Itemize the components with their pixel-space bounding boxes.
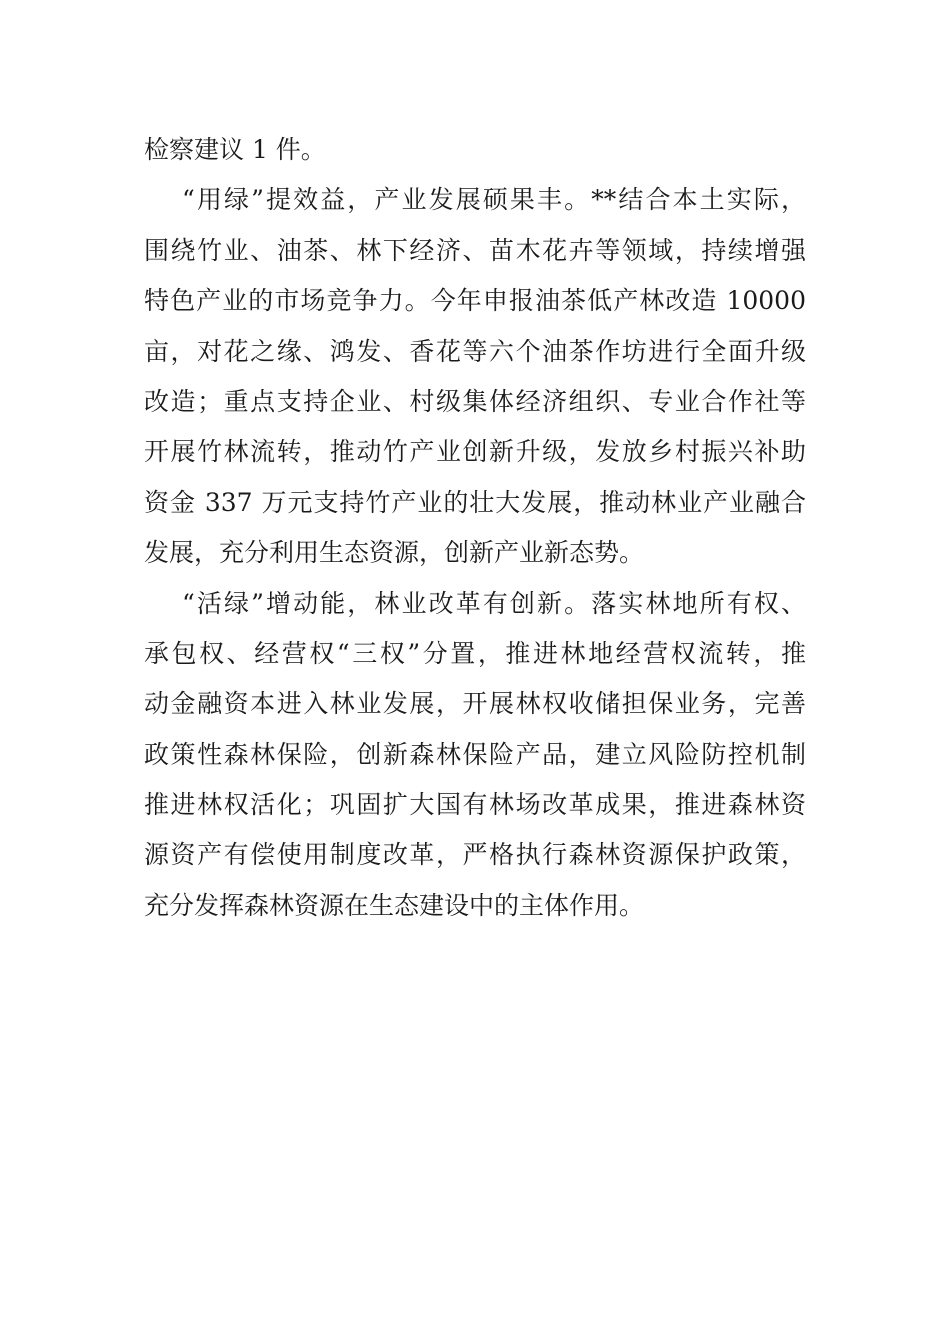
document-body — [144, 125, 806, 931]
text-line: 动金融资本进入林业发展，开展林权收储担保业务，完善 — [144, 689, 806, 719]
paragraph-use-green — [144, 175, 806, 578]
text-line: 开展竹林流转，推动竹产业创新升级，发放乡村振兴补助 — [144, 437, 806, 467]
text-line: 推进林权活化；巩固扩大国有林场改革成果，推进森林资 — [144, 790, 806, 820]
text-line: 政策性森林保险，创新森林保险产品，建立风险防控机制 — [144, 739, 806, 769]
text-line: 特色产业的市场竞争力。今年申报油茶低产林改造 10000 — [144, 286, 806, 316]
text-line: 资金 337 万元支持竹产业的壮大发展，推动林业产业融合 — [144, 487, 806, 517]
text-line: 发展，充分利用生态资源，创新产业新态势。 — [144, 538, 645, 568]
text-line: 检察建议 1 件。 — [144, 135, 326, 164]
text-line: “用绿”提效益，产业发展硕果丰。**结合本土实际， — [182, 185, 806, 215]
text-line: 围绕竹业、油茶、林下经济、苗木花卉等领域，持续增强 — [144, 235, 806, 265]
text-line: 亩，对花之缘、鸿发、香花等六个油茶作坊进行全面升级 — [144, 336, 806, 366]
paragraph-continuation — [144, 125, 806, 175]
text-line: 改造；重点支持企业、村级集体经济组织、专业合作社等 — [144, 386, 806, 416]
paragraph-activate-green — [144, 579, 806, 932]
text-line: 承包权、经营权“三权”分置，推进林地经营权流转，推 — [144, 638, 806, 668]
text-line: 充分发挥森林资源在生态建设中的主体作用。 — [144, 890, 645, 920]
text-line: “活绿”增动能，林业改革有创新。落实林地所有权、 — [182, 588, 806, 618]
text-line: 源资产有偿使用制度改革，严格执行森林资源保护政策， — [144, 840, 806, 870]
